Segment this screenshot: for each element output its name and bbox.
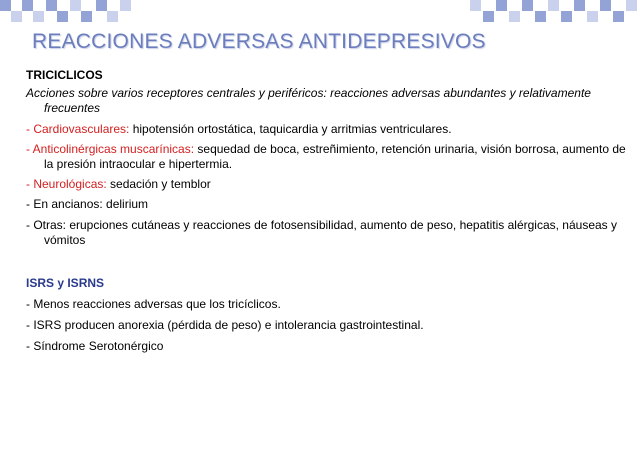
item-label: - Neurológicas:	[26, 177, 107, 191]
checker-square	[600, 0, 611, 11]
section-title-isrs: ISRS y ISRNS	[26, 276, 105, 290]
slide-body	[26, 68, 626, 354]
checker-square	[587, 11, 598, 22]
item-text: - Menos reacciones adversas que los tricíclicos.	[26, 297, 281, 311]
checker-square	[70, 0, 81, 11]
checker-square	[561, 11, 572, 22]
checker-square	[0, 0, 11, 11]
checker-square	[483, 11, 494, 22]
slide-title: REACCIONES ADVERSAS ANTIDEPRESIVOS	[32, 30, 486, 53]
checker-square	[33, 11, 44, 22]
checker-square	[522, 0, 533, 11]
intro-paragraph: Acciones sobre varios receptores centrales y periféricos: reacciones adversas abundantes y relativamente frecuentes	[26, 86, 591, 115]
checker-square	[81, 11, 92, 22]
list-item	[26, 318, 626, 333]
list-item	[26, 197, 626, 212]
list-item	[26, 297, 626, 312]
checkered-header-decoration	[0, 0, 638, 28]
checker-square	[626, 0, 637, 11]
item-text: - En ancianos: delirium	[26, 197, 149, 211]
checker-square	[57, 11, 68, 22]
list-item	[26, 122, 626, 137]
checker-square	[548, 0, 559, 11]
item-text: - ISRS producen anorexia (pérdida de peso) e intolerancia gastrointestinal.	[26, 318, 424, 332]
item-text: - Otras: erupciones cutáneas y reacciones de fotosensibilidad, aumento de peso, hepatitis alérgicas, náuseas y vómitos	[26, 218, 618, 247]
item-text: sequedad de boca, estreñimiento, retención urinaria, visión borrosa, aumento de la presión intraocular e hipertermia.	[44, 142, 626, 171]
item-text: - Síndrome Serotonérgico	[26, 339, 164, 353]
checker-square	[120, 0, 131, 11]
checker-square	[613, 11, 624, 22]
list-item	[26, 339, 626, 354]
checker-square	[496, 0, 507, 11]
checker-square	[535, 11, 546, 22]
checker-square	[46, 0, 57, 11]
checker-square	[574, 0, 585, 11]
section-title-triciclicos: TRICICLICOS	[26, 68, 103, 82]
checker-square	[107, 11, 118, 22]
checker-square	[509, 11, 520, 22]
checker-square	[11, 11, 22, 22]
list-item	[26, 218, 626, 248]
item-label: - Anticolinérgicas muscarínicas:	[26, 142, 195, 156]
checker-square	[22, 0, 33, 11]
checker-square	[470, 0, 481, 11]
item-text: hipotensión ortostática, taquicardia y arritmias ventriculares.	[129, 122, 452, 136]
item-text: sedación y temblor	[106, 177, 211, 191]
list-item	[26, 142, 626, 172]
checker-square	[96, 0, 107, 11]
list-item	[26, 177, 626, 192]
item-label: - Cardiovasculares:	[26, 122, 130, 136]
